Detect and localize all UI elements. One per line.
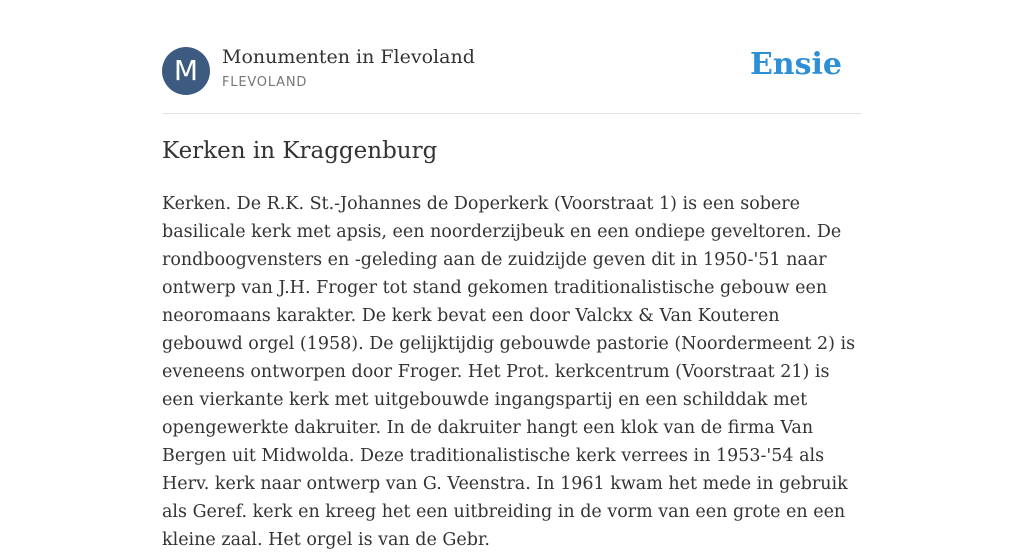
ensie-logo[interactable]: Ensie [749,47,842,82]
source-subtitle: FLEVOLAND [222,75,308,90]
source-title-link[interactable]: Monumenten in Flevoland [222,46,475,68]
article-title: Kerken in Kraggenburg [162,138,438,164]
source-avatar[interactable]: M [162,47,210,95]
page-container [162,0,862,550]
article-body: Kerken. De R.K. St.-Johannes de Doperkerk (Voorstraat 1) is een sobere basilicale kerk met apsis, een noorderzijbeuk en een ondiepe geveltoren. De rondboogvensters en -geleding aan de zuidzijde geven dit in 1950-'51 naar ontwerp van J.H. Froger tot stand gekomen traditionalistische gebouw een neoromaans karakter. De kerk bevat een door Valckx & Van Kouteren gebouwd orgel (1958). De gelijktijdig gebouwde pastorie (Noordermeent 2) is eveneens ontworpen door Froger. Het Prot. kerkcentrum (Voorstraat 21) is een vierkante kerk met uitgebouwde ingangspartij en een schilddak met opengewerkte dakruiter. In de dakruiter hangt een klok van de firma Van Bergen uit Midwolda. Deze traditionalistische kerk verrees in 1953-'54 als Herv. kerk naar ontwerp van G. Veenstra. In 1961 kwam het mede in gebruik als Geref. kerk en kreeg het een uitbreiding in de vorm van een grote en een kleine zaal. Het orgel is van de Gebr. [162,194,856,550]
source-header [162,0,862,114]
